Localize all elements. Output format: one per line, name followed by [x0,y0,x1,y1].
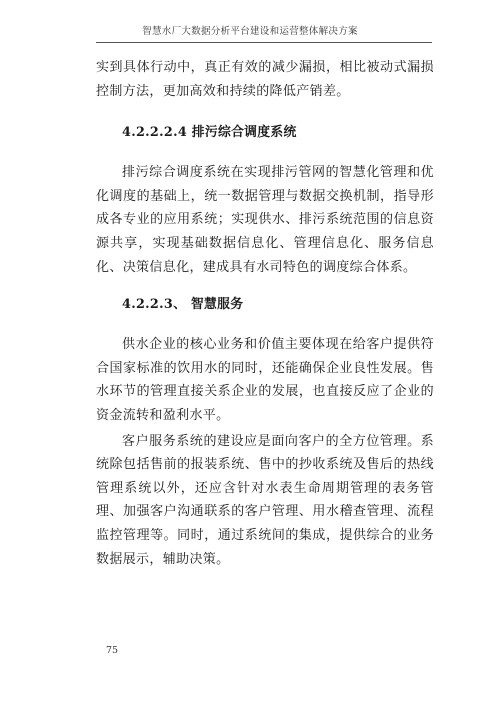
header-divider [96,42,432,43]
section-heading-4-2-2-2-4: 4.2.2.2.4 排污综合调度系统 [122,125,297,141]
paragraph-customer-service: 客户服务系统的建设应是面向客户的全方位管理。系统除包括售前的报装系统、售中的抄收系统及售后的热线管理系统以外，还应含针对水表生命周期管理的表务管理、加强客户沟通联系的客户管理、用水稽查管理、流程监控管理等。同时，通过系统间的集成，提供综合的业务数据展示，辅助决策。 [96,433,434,567]
body-content [96,56,434,571]
paragraph-drainage-dispatch: 排污综合调度系统在实现排污管网的智慧化管理和优化调度的基础上，统一数据管理与数据交换机制，指导形成各专业的应用系统；实现供水、排污系统范围的信息资源共享，实现基础数据信息化、管理信息化、服务信息化、决策信息化，建成具有水司特色的调度综合体系。 [96,165,434,275]
running-header: 智慧水厂大数据分析平台建设和运营整体解决方案 [142,26,358,37]
page-number: 75 [106,645,119,656]
section-heading-4-2-2-3: 4.2.2.3、 智慧服务 [122,297,244,313]
paragraph-continuation: 实到具体行动中，真正有效的减少漏损，相比被动式漏损控制方法，更加高效和持续的降低产销差。 [96,60,434,99]
paragraph-smart-service: 供水企业的核心业务和价值主要体现在给客户提供符合国家标准的饮用水的同时，还能确保企业良性发展。售水环节的管理直接关系企业的发展，也直接反应了企业的资金流转和盈利水平。 [96,337,434,423]
